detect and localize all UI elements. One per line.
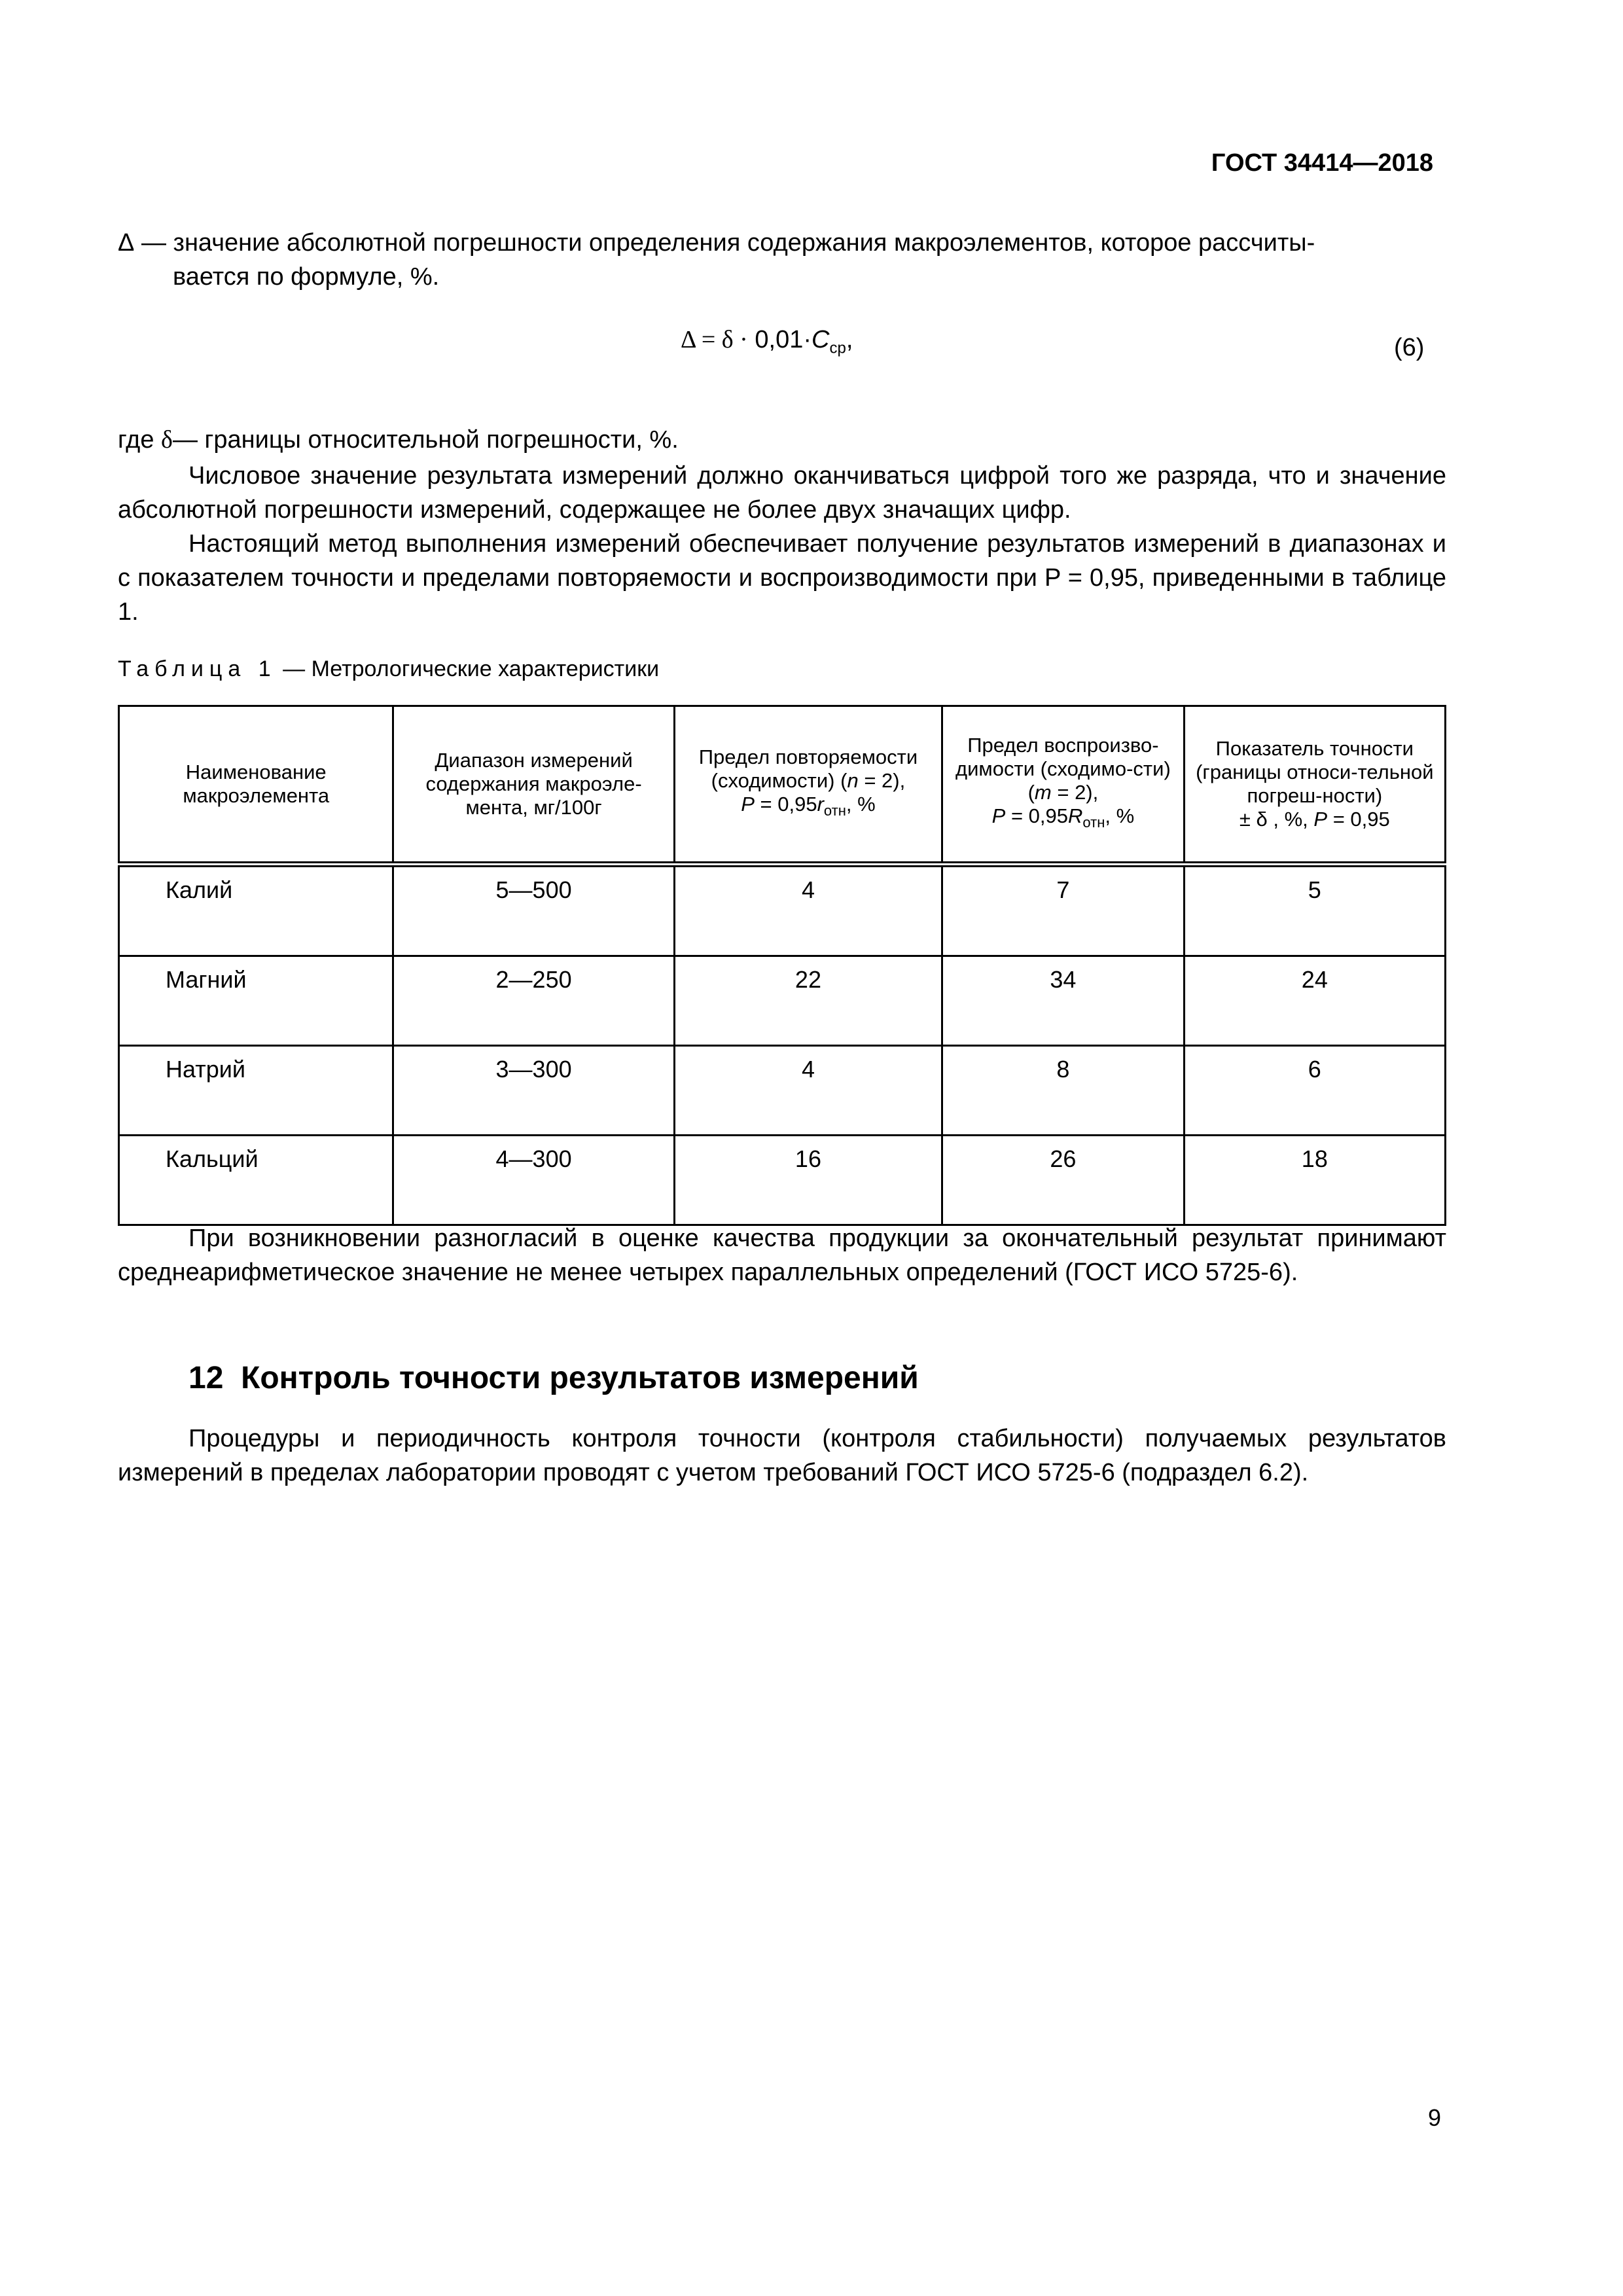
formula-variable: C bbox=[812, 326, 830, 353]
table-caption bbox=[118, 656, 659, 682]
cell-range: 5—500 bbox=[393, 865, 674, 956]
formula-tail: , bbox=[846, 326, 853, 353]
cell-reproducibility: 7 bbox=[942, 865, 1184, 956]
metrology-table bbox=[118, 705, 1446, 1226]
cell-range: 4—300 bbox=[393, 1136, 674, 1225]
formula-lhs: Δ = δ · bbox=[681, 326, 748, 353]
cell-repeatability: 4 bbox=[674, 865, 942, 956]
delta-definition bbox=[118, 226, 1446, 260]
formula-subscript: ср bbox=[829, 339, 846, 357]
table-row bbox=[119, 865, 1446, 956]
table-caption-label: Таблица 1 bbox=[118, 656, 277, 681]
cell-repeatability: 16 bbox=[674, 1136, 942, 1225]
table-row bbox=[119, 956, 1446, 1046]
cell-accuracy: 24 bbox=[1184, 956, 1445, 1046]
header-element-name: Наименование макроэлемента bbox=[119, 706, 393, 865]
formula-coefficient: 0,01· bbox=[755, 326, 812, 353]
header-reproducibility-limit: Предел воспроизво-димости (сходимо-сти) (m = 2), $P = 0,95R_{отн}$, % bbox=[942, 706, 1184, 865]
cell-element-name: Калий bbox=[119, 865, 393, 956]
table-row bbox=[119, 1046, 1446, 1136]
table-caption-title: Метрологические характеристики bbox=[311, 656, 660, 681]
delta-definition-continuation: вается по формуле, %. bbox=[173, 263, 440, 291]
section-heading bbox=[188, 1360, 919, 1396]
cell-accuracy: 5 bbox=[1184, 865, 1445, 956]
where-prefix: где bbox=[118, 426, 154, 454]
cell-accuracy: 6 bbox=[1184, 1046, 1445, 1136]
where-text: границы относительной погрешности, %. bbox=[204, 426, 679, 454]
cell-reproducibility: 26 bbox=[942, 1136, 1184, 1225]
delta-symbol: Δ bbox=[118, 229, 135, 257]
equation-number: (6) bbox=[1394, 334, 1425, 361]
page-number: 9 bbox=[1428, 2104, 1442, 2131]
header-accuracy-index: Показатель точности (границы относи-тельной погреш-ности) ± δ , %, P = 0,95 bbox=[1184, 706, 1445, 865]
cell-repeatability: 4 bbox=[674, 1046, 942, 1136]
where-clause bbox=[118, 425, 679, 454]
where-dash: — bbox=[172, 426, 198, 454]
cell-element-name: Магний bbox=[119, 956, 393, 1046]
cell-reproducibility: 8 bbox=[942, 1046, 1184, 1136]
cell-reproducibility: 34 bbox=[942, 956, 1184, 1046]
section-title: Контроль точности результатов измерений bbox=[241, 1361, 919, 1395]
header-repeatability-limit: Предел повторяемости (сходимости) (n = 2), $P = 0,95r_{отн}$, % bbox=[674, 706, 942, 865]
document-code: ГОСТ 34414—2018 bbox=[1211, 149, 1433, 177]
formula-6 bbox=[681, 325, 853, 358]
cell-element-name: Кальций bbox=[119, 1136, 393, 1225]
table-caption-dash: — bbox=[283, 656, 306, 681]
paragraph-method-scope: Настоящий метод выполнения измерений обеспечивает получение результатов измерений в диапазонах и с показателем точности и пределами повторяемости и воспроизводимости при P = 0,95, приведенными в таблице 1. bbox=[118, 530, 1446, 626]
paragraph-disagreement: При возникновении разногласий в оценке качества продукции за окончательный результат принимают среднеарифметическое значение не менее четырех параллельных определений (ГОСТ ИСО 5725-6). bbox=[118, 1225, 1446, 1286]
cell-range: 2—250 bbox=[393, 956, 674, 1046]
table-header-row bbox=[119, 706, 1446, 865]
delta-definition-text: значение абсолютной погрешности определения содержания макроэлементов, которое рассчиты- bbox=[173, 229, 1315, 257]
paragraph-numeric-value: Числовое значение результата измерений должно оканчиваться цифрой того же разряда, что и значение абсолютной погрешности измерений, содержащее не более двух значащих цифр. bbox=[118, 462, 1446, 524]
delta-dash: — bbox=[141, 229, 166, 257]
header-measurement-range: Диапазон измерений содержания макроэле-мента, мг/100г bbox=[393, 706, 674, 865]
cell-accuracy: 18 bbox=[1184, 1136, 1445, 1225]
paragraph-accuracy-control: Процедуры и периодичность контроля точности (контроля стабильности) получаемых результатов измерений в пределах лаборатории проводят с учетом требований ГОСТ ИСО 5725-6 (подраздел 6.2). bbox=[118, 1425, 1446, 1486]
table-row bbox=[119, 1136, 1446, 1225]
section-number: 12 bbox=[188, 1361, 224, 1395]
cell-element-name: Натрий bbox=[119, 1046, 393, 1136]
cell-range: 3—300 bbox=[393, 1046, 674, 1136]
cell-repeatability: 22 bbox=[674, 956, 942, 1046]
delta-small-symbol: δ bbox=[161, 426, 173, 454]
